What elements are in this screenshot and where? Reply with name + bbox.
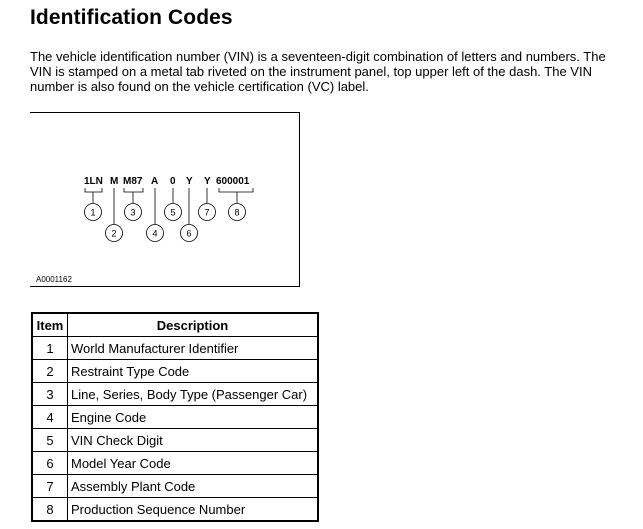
vin-group-5: 0: [170, 176, 176, 187]
table-row: [32, 498, 318, 522]
callout-4: 4: [152, 228, 158, 239]
table-header-row: [32, 313, 318, 337]
callout-8: 8: [234, 207, 240, 218]
table-row: [32, 429, 318, 452]
row-item: 3: [32, 383, 68, 406]
callout-2: 2: [111, 228, 117, 239]
figure-id: A0001162: [36, 275, 72, 284]
vin-group-3: M87: [123, 176, 143, 187]
table-row: [32, 452, 318, 475]
vin-group-7: Y: [204, 176, 211, 187]
row-description: Engine Code: [68, 406, 319, 429]
header-item: Item: [32, 313, 68, 337]
callout-3: 3: [130, 207, 136, 218]
table-row: [32, 360, 318, 383]
vin-group-8: 600001: [216, 176, 250, 187]
table-row: [32, 475, 318, 498]
row-item: 1: [32, 337, 68, 360]
page-title: Identification Codes: [30, 6, 233, 29]
row-description: Production Sequence Number: [68, 498, 319, 522]
row-description: Model Year Code: [68, 452, 319, 475]
intro-paragraph: The vehicle identification number (VIN) is a seventeen-digit combination of letters and numbers. The VIN is stamped on a metal tab riveted on the instrument panel, top upper left of the dash. The VIN number is also found on the vehicle certification (VC) label.: [30, 49, 606, 94]
row-description: World Manufacturer Identifier: [68, 337, 319, 360]
row-description: Assembly Plant Code: [68, 475, 319, 498]
header-description: Description: [68, 313, 319, 337]
row-item: 2: [32, 360, 68, 383]
row-item: 8: [32, 498, 68, 522]
row-item: 7: [32, 475, 68, 498]
table-row: [32, 406, 318, 429]
vin-group-2: M: [110, 176, 119, 187]
row-description: Restraint Type Code: [68, 360, 319, 383]
vin-figure: [30, 112, 300, 287]
row-item: 4: [32, 406, 68, 429]
vin-diagram: [30, 113, 300, 288]
identification-codes-table: [31, 312, 319, 522]
row-item: 5: [32, 429, 68, 452]
vin-group-4: A: [151, 176, 159, 187]
callout-5: 5: [170, 207, 176, 218]
vin-group-1: 1LN: [84, 176, 103, 187]
row-description: Line, Series, Body Type (Passenger Car): [68, 383, 319, 406]
vin-group-6: Y: [186, 176, 193, 187]
callout-1: 1: [90, 207, 96, 218]
row-description: VIN Check Digit: [68, 429, 319, 452]
row-item: 6: [32, 452, 68, 475]
table-row: [32, 337, 318, 360]
callout-7: 7: [204, 207, 210, 218]
callout-6: 6: [186, 228, 192, 239]
table-row: [32, 383, 318, 406]
